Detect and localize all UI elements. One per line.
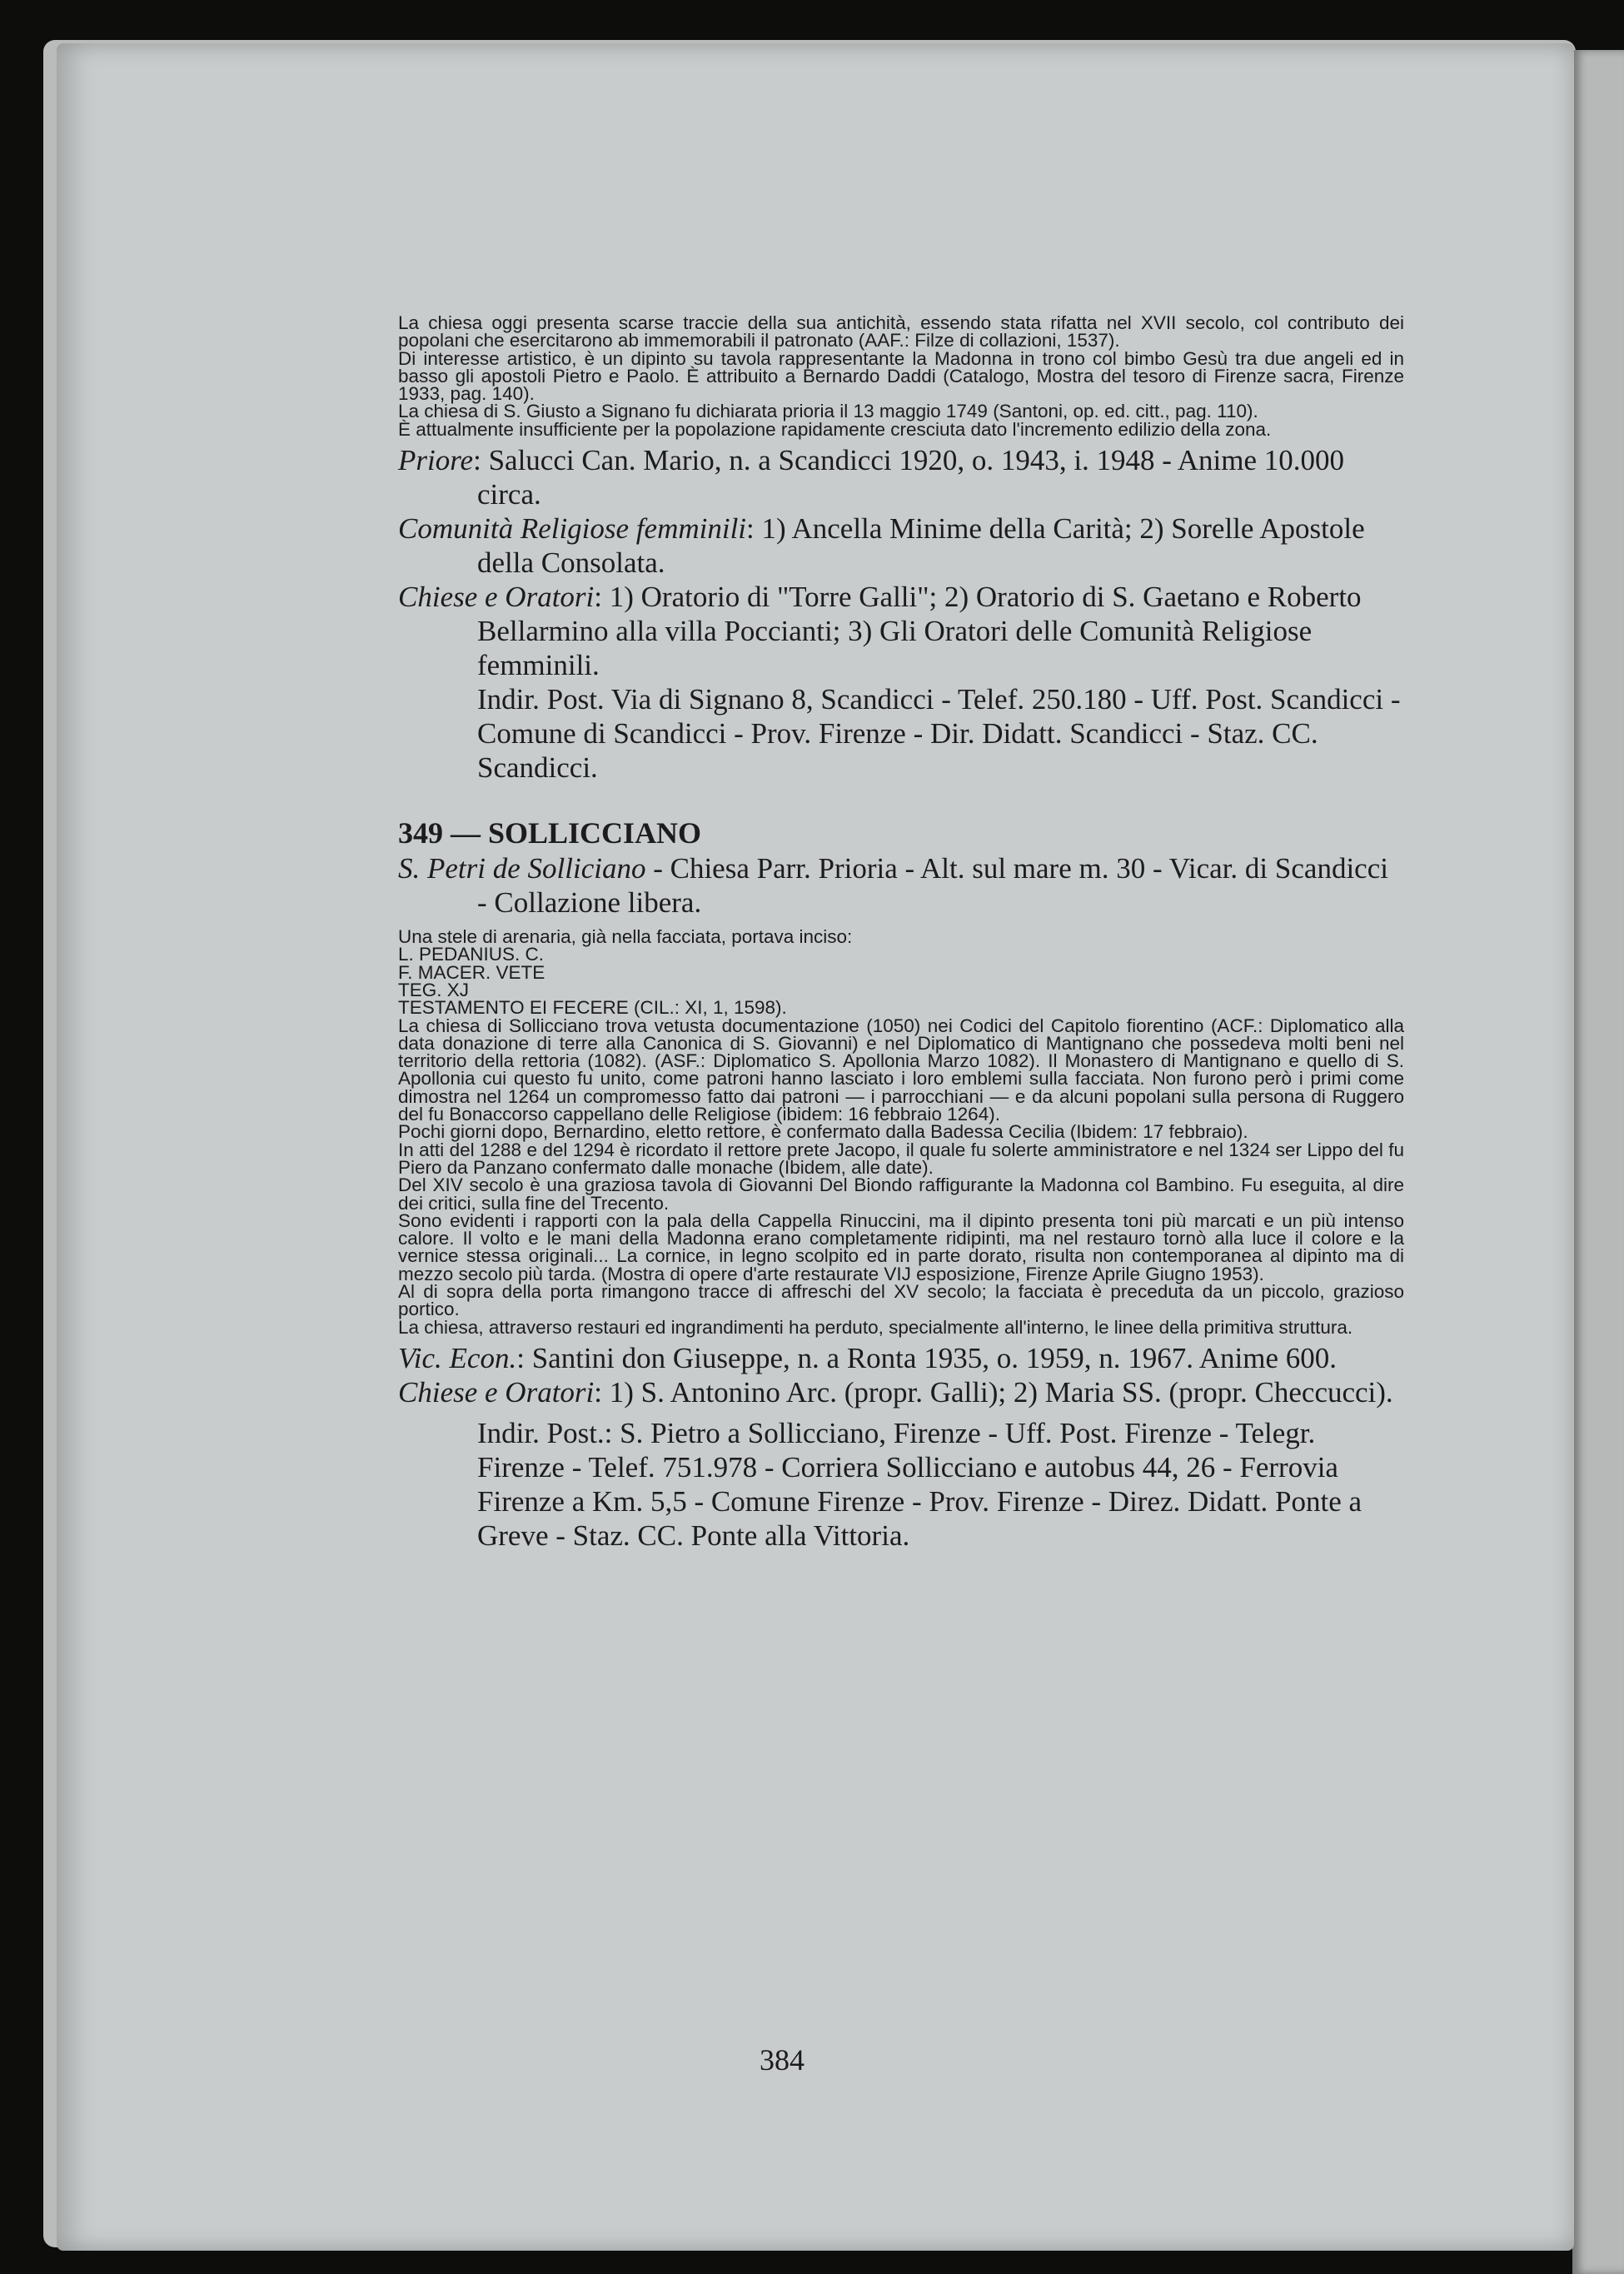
chiese-text-2: : 1) S. Antonino Arc. (propr. Galli); 2) Maria SS. (propr. Checcucci). xyxy=(594,1375,1393,1409)
comunita-label: Comunità Religiose femminili xyxy=(398,512,747,546)
book-page xyxy=(57,43,1574,2251)
note-paragraph: Al di sopra della porta rimangono tracce di affreschi del XV secolo; la facciata è preceduta da un piccolo, grazioso portico. xyxy=(398,1281,1404,1320)
priore-label: Priore xyxy=(398,444,474,477)
church-details: - Chiesa Parr. Prioria - Alt. sul mare m. 30 - Vicar. di Scandicci - Collazione libera. xyxy=(477,852,1388,920)
note-paragraph: Di interesse artistico, è un dipinto su tavola rappresentante la Madonna in trono col bimbo Gesù tra due angeli ed in basso gli apostoli Pietro e Paolo. È attribuito a Bernardo Daddi (Catalogo, Mostra del tesoro di Firenze sacra, Firenze 1933, pag. 140). xyxy=(398,347,1404,405)
note-paragraph: La chiesa oggi presenta scarse traccie della sua antichità, essendo stata rifatta nel XVII secolo, col contributo dei popolani che esercitarono ab immemorabili il patronato (AAF.: Filze di collazioni, 1537). xyxy=(398,312,1404,352)
vicario-label: Vic. Econ. xyxy=(398,1341,517,1374)
priore-entry xyxy=(398,443,1404,511)
chiese-label: Chiese e Oratori xyxy=(398,581,595,614)
section-heading: 349 — SOLLICCIANO xyxy=(398,816,702,850)
facing-page-edge xyxy=(1572,50,1624,2274)
note-paragraph: La chiesa di S. Giusto a Signano fu dichiarata prioria il 13 maggio 1749 (Santoni, op. ed. citt., pag. 110). xyxy=(398,401,1258,422)
note-paragraph: La chiesa, attraverso restauri ed ingrandimenti ha perduto, specialmente all'interno, le linee della primitiva struttura. xyxy=(398,1316,1353,1338)
page-number: 384 xyxy=(760,2043,805,2077)
inscription-line: TESTAMENTO EI FECERE (CIL.: XI, 1, 1598). xyxy=(398,997,787,1019)
inscription-block xyxy=(398,926,1404,1019)
chiese-label-2: Chiese e Oratori xyxy=(398,1375,595,1409)
vicario-entry xyxy=(398,1341,1404,1375)
vicario-text: : Santini don Giuseppe, n. a Ronta 1935, o. 1959, n. 1967. Anime 600. xyxy=(516,1341,1338,1374)
note-paragraph: Del XIV secolo è una graziosa tavola di Giovanni Del Biondo raffigurante la Madonna col Bambino. Fu eseguita, al dire dei critici, sulla fine del Trecento. xyxy=(398,1174,1404,1214)
inscription-line: F. MACER. VETE xyxy=(398,961,545,983)
chiese-entry-2 xyxy=(398,1375,1404,1409)
note-paragraph: Sono evidenti i rapporti con la pala della Cappella Rinuccini, ma il dipinto presenta toni più marcati e un più intenso calore. Il volto e le mani della Madonna erano completamente ridipinti, ma nel restauro tornò alla luce il colore e la vernice stessa originali... La cornice, in legno scolpito ed in parte dorato, risulta non contemporanea al dipinto ma di mezzo secolo più tarda. (Mostra di opere d'arte restaurate VIJ esposizione, Firenze Aprile Giugno 1953). xyxy=(398,1209,1404,1284)
chiese-entry xyxy=(398,580,1404,682)
note-paragraph: La chiesa di Sollicciano trova vetusta documentazione (1050) nei Codici del Capitolo fiorentino (ACF.: Diplomatico alla data donazione di terre alla Canonica di S. Giovanni) e nel Diplomatico di Mantignano che possedeva molti beni nel territorio della rettoria (1082). (ASF.: Diplomatico S. Apollonia Marzo 1082). Il Monastero di Mantignano e quello di S. Apollonia cui questo fu unito, come patroni hanno lasciato i loro emblemi sulla facciata. Non furono però i primi come dimostra nel 1264 un compromesso fatto dai patroni — i parrocchiani — e da alcuni popolani sulla persona di Ruggero del fu Bonaccorso cappellano delle Religiose (ibidem: 16 febbraio 1264). xyxy=(398,1015,1404,1125)
inscription-line: TEG. XJ xyxy=(398,979,470,1000)
address-entry: Indir. Post. Via di Signano 8, Scandicci - Telef. 250.180 - Uff. Post. Scandicci - Comune di Scandicci - Prov. Firenze - Dir. Didatt. Scandicci - Staz. CC. Scandicci. xyxy=(477,683,1401,785)
address-entry-2: Indir. Post.: S. Pietro a Sollicciano, Firenze - Uff. Post. Firenze - Telegr. Firenze - Telef. 751.978 - Corriera Sollicciano e autobus 44, 26 - Ferrovia Firenze a Km. 5,5 - Comune Firenze - Prov. Firenze - Direz. Didatt. Ponte a Greve - Staz. CC. Ponte alla Vittoria. xyxy=(477,1416,1362,1552)
priore-text: : Salucci Can. Mario, n. a Scandicci 1920, o. 1943, i. 1948 - Anime 10.000 circa. xyxy=(473,444,1345,511)
section-notes xyxy=(398,1017,1404,1336)
inscription-line: L. PEDANIUS. C. xyxy=(398,944,545,965)
history-notes xyxy=(398,314,1404,438)
comunita-text: : 1) Ancella Minime della Carità; 2) Sorelle Apostole della Consolata. xyxy=(477,512,1365,580)
church-name: S. Petri de Solliciano xyxy=(398,852,646,885)
chiese-text: : 1) Oratorio di "Torre Galli"; 2) Oratorio di S. Gaetano e Roberto Bellarmino alla villa Poccianti; 3) Gli Oratori delle Comunità Religiose femminili. xyxy=(477,581,1362,682)
comunita-entry xyxy=(398,511,1404,580)
inscription-line: Una stele di arenaria, già nella facciata, portava inciso: xyxy=(398,926,853,948)
note-paragraph: È attualmente insufficiente per la popolazione rapidamente cresciuta dato l'incremento edilizio della zona. xyxy=(398,418,1272,440)
note-paragraph: Pochi giorni dopo, Bernardino, eletto rettore, è confermato dalla Badessa Cecilia (Ibidem: 17 febbraio). xyxy=(398,1121,1248,1143)
section-intro xyxy=(398,851,1404,920)
note-paragraph: In atti del 1288 e del 1294 è ricordato il rettore prete Jacopo, il quale fu solerte amministratore e nel 1324 ser Lippo del fu Piero da Panzano confermato dalle monache (Ibidem, alle date). xyxy=(398,1139,1404,1178)
page-content xyxy=(398,314,1404,1553)
